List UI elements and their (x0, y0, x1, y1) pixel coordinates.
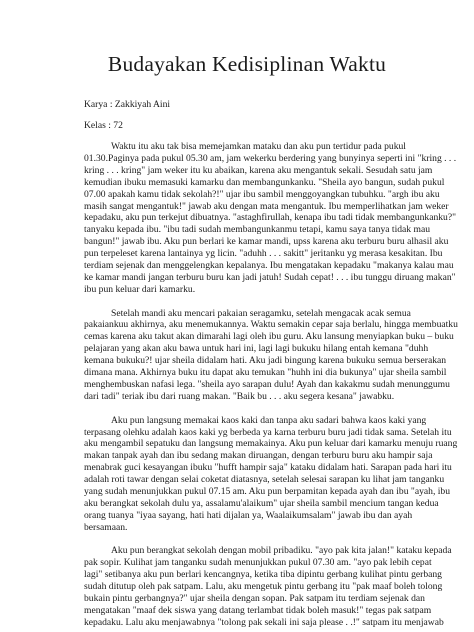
paragraph-line: kepadaku, aku pun terkejut dibuatnya. "astaghfirullah, kenapa ibu tadi tidak membangunkanku?" (84, 212, 457, 224)
paragraph-line: 07.00 apakah kamu tidak sekolah?!" ujar ibu sambil menggoyangkan tubuhku. "argh ibu aku (84, 188, 440, 200)
paragraph-line: bangun!" jawab ibu. Aku pun berlari ke kamar mandi, upss karena aku terburu buru alhasil aku (84, 236, 449, 248)
paragraph-line: pun terpeleset karena lantainya yg licin. "aduhh . . . sakitt" jeritanku yg merasa kesakitan. Ibu (84, 248, 443, 260)
paragraph-line: menghembuskan nafasi lega. "sheila ayo sarapan dulu! Ayah dan kakakmu sudah menunggumu (84, 379, 450, 391)
paragraph-line: ke kamar mandi jangan terburu buru kan jadi jatuh! Sudah cepat! . . . ibu tunggu diruang makan" (84, 271, 456, 283)
paragraph-line: pelajaran yang akan aku bawa untuk hari ini, lagi lagi bukuku hilang entah kemana "duhh (84, 343, 429, 355)
paragraph-line: dari tadi" teriak ibu dari ruang makan. "Baik bu . . . aku segera kesana" jawabku. (84, 390, 395, 402)
paragraph-line: pakaiankuu akhirnya, aku menemukannya. Waktu semakin cepar saja berlalu, hingga membuatku (84, 319, 458, 331)
paragraph-line: lagi" setibanya aku pun berlari kencangnya, ketika tiba dipintu gerbang kulihat pintu gerbang (84, 569, 442, 581)
paragraph-line: tanyaku kepada ibu. "ibu tadi sudah membangunkanmu tetapi, kamu saya tanya tidak mau (84, 224, 430, 236)
story-body (84, 141, 458, 629)
paragraph-line: masih sangat mengantuk!" jawab aku dengan mata mengantuk. Ibu memperlihatkan jam weker (84, 200, 449, 212)
paragraph-line: aku berangkat sekolah dulu ya, assalamu'alaikum" ujar sheila sambil mencium tangan kedua (84, 497, 439, 509)
paragraph-line: bukain pintu gerbangnya?" ujar sheila dengan sopan. Pak satpam itu terdiam sejenak dan (84, 593, 425, 605)
paragraph-line: 01.30.Paginya pada pukul 05.30 am, jam wekerku berdering yang bunyinya seperti ini "kring . . . (84, 152, 457, 164)
paragraph-line: dimana mana. Akhirnya buku itu dapat aku temukan "huhh ini dia bukunya" ujar sheila sambil (84, 367, 447, 379)
paragraph-line: kemana bukuku?! ujar sheila didalam hati. Aku jadi bingung karena bukuku semua berserakan (84, 355, 447, 367)
paragraph-line: Waktu itu aku tak bisa memejamkan mataku dan aku pun tertidur pada pukul (111, 141, 406, 152)
paragraph-line: terdiam sejenak dan menggelengkan kepalanya. Ibu mengatakan kepadaku "makanya kalau mau (84, 260, 454, 272)
paragraph-line: yang sudah menunjukkan pukul 07.15 am. Aku pun berpamitan kepada ayah dan ibu "ayah, ibu (84, 486, 450, 498)
paragraph-line: Aku pun berangkat sekolah dengan mobil pribadiku. "ayo pak kita jalan!" kataku kepada (111, 545, 452, 557)
class-line: Kelas : 72 (84, 120, 123, 131)
paragraph-line: kring . . . kring" jam weker itu ku abaikan, karena aku mengantuk sekali. Sesudah satu jam (84, 164, 433, 176)
paragraph-line: pak sopir. Kulihat jam tanganku sudah menunjukkan pukul 07.30 am. "ayo pak lebih cepat (84, 557, 432, 569)
paragraph-line: terpasang olehku adalah kaos kaki yg berbeda ya karna terburu buru jadi tidak sama. Setelah itu (84, 426, 452, 438)
paragraph-line: kemudian ibuku memasuki kamarku dan membangunkanku. "Sheila ayo bangun, sudah pukul (84, 176, 445, 188)
paragraph-line: orang tuanya "iyaa sayang, hati hati dijalan ya, Waalaikumsalam" jawab ibu dan ayah (84, 509, 413, 521)
paragraph (84, 141, 457, 296)
paragraph (84, 545, 452, 628)
author-line: Karya : Zakkiyah Aini (84, 99, 171, 110)
paragraph-line: ibu pun keluar dari kamarku. (84, 283, 196, 295)
paragraph-line: Aku pun langsung memakai kaos kaki dan tanpa aku sadari bahwa kaos kaki yang (111, 414, 427, 426)
paragraph-line: sudah ditutup oleh pak satpam. Lalu, aku mengetuk pintu gerbang itu "pak maaf boleh tolong (84, 581, 443, 593)
paragraph-line: adalah roti tawar dengan selai coketat diatasnya, setelah selesai sarapan ku lihat jam tanganku (84, 474, 445, 486)
paragraph (84, 307, 458, 403)
paragraph-line: kepadaku. Lalu aku menjawabnya "tolong pak sekali ini saja please . .!" satpam itu menjawab (84, 616, 444, 628)
paragraph-line: aku mengambil sepatuku dan langsung memakainya. Aku pun keluar dari kamarku menuju ruang (84, 438, 458, 450)
paragraph-line: cemas karena aku takut akan dimarahi lagi oleh ibu guru. Aku lansung menyiapkan buku – buku (84, 331, 454, 343)
paragraph-line: bersamaan. (84, 521, 128, 533)
paragraph (84, 414, 458, 534)
paragraph-line: Setelah mandi aku mencari pakaian seragamku, setelah mengacak acak semua (111, 307, 411, 319)
document-title: Budayakan Kedisiplinan Waktu (107, 52, 387, 76)
paragraph-line: mengatakan "maaf dek siswa yang datang terlambat tidak boleh masuk!" tegas pak satpam (84, 605, 432, 617)
paragraph-line: makan tanpak ayah dan ibu sedang makan diruangan, dengan terburu buru aku hampir saja (84, 450, 433, 462)
paragraph-line: menabrak guci kesayangan ibuku "hufft hampir saja" kataku didalam hati. Sarapan pada hari itu (84, 462, 452, 474)
